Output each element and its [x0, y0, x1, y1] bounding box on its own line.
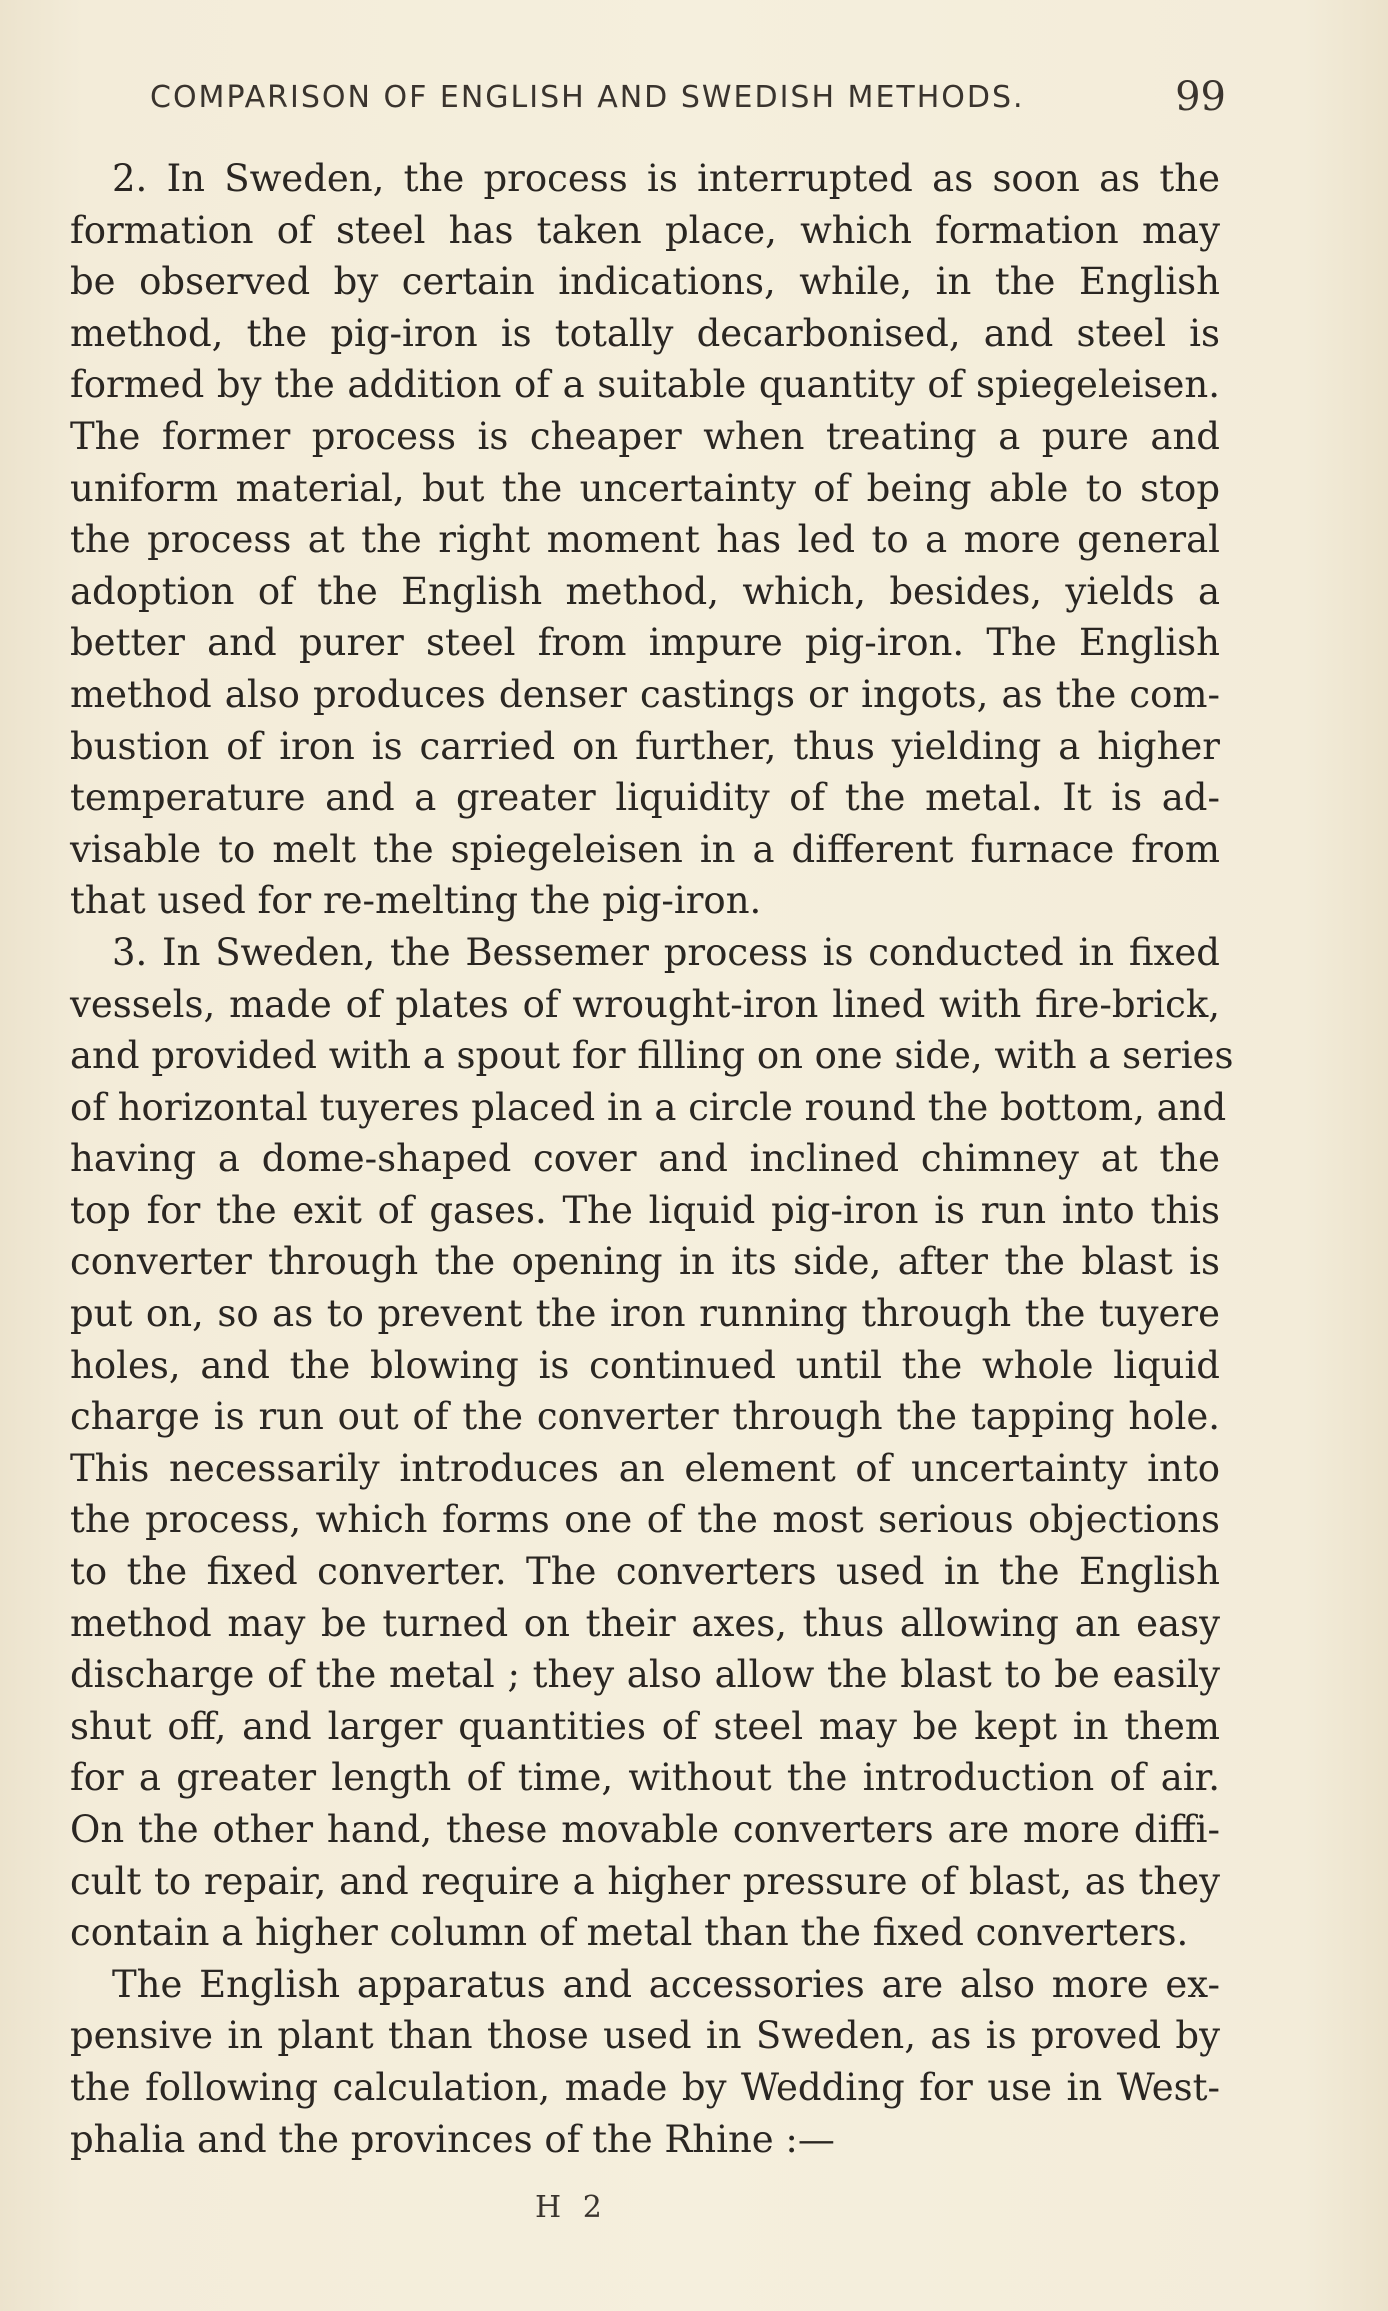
text-line: converter through the opening in its side, after the blast is — [70, 1240, 1220, 1284]
text-line: method may be turned on their axes, thus allowing an easy — [70, 1601, 1220, 1645]
text-line: formed by the addition of a suitable quantity of spiegeleisen. — [70, 363, 1220, 407]
text-line: pensive in plant than those used in Sweden, as is proved by — [70, 2014, 1220, 2058]
book-page — [70, 60, 1234, 2161]
text-line: 2. In Sweden, the process is interrupted as soon as the — [112, 157, 1220, 200]
text-line: uniform material, but the uncertainty of being able to stop — [70, 466, 1220, 510]
text-line: put on, so as to prevent the iron running through the tuyere — [70, 1292, 1220, 1336]
text-line: vessels, made of plates of wrought-iron lined with fire-brick, — [70, 982, 1220, 1026]
text-line: temperature and a greater liquidity of the metal. It is ad- — [70, 776, 1220, 820]
text-line: the process, which forms one of the most serious objections — [70, 1498, 1220, 1542]
text-line: method, the pig-iron is totally decarbonised, and steel is — [70, 311, 1220, 355]
text-line: formation of steel has taken place, which formation may — [70, 208, 1220, 252]
text-line: having a dome-shaped cover and inclined chimney at the — [70, 1137, 1220, 1181]
text-line: contain a higher column of metal than the fixed converters. — [70, 1911, 1189, 1955]
text-line: of horizontal tuyeres placed in a circle round the bottom, and — [70, 1085, 1227, 1129]
text-line: On the other hand, these movable converters are more diffi- — [70, 1808, 1220, 1851]
text-line: to the fixed converter. The converters used in the English — [70, 1550, 1220, 1594]
text-line: The former process is cheaper when treating a pure and — [70, 414, 1220, 458]
text-line: method also produces denser castings or ingots, as the com- — [70, 672, 1220, 716]
text-line: visable to melt the spiegeleisen in a different furnace from — [70, 827, 1220, 871]
text-line: holes, and the blowing is continued until the whole liquid — [70, 1343, 1220, 1387]
running-head: COMPARISON OF ENGLISH AND SWEDISH METHODS. — [150, 80, 1025, 115]
signature-mark: H 2 — [535, 2190, 608, 2225]
text-line: the process at the right moment has led to a more general — [70, 518, 1220, 562]
text-line: The English apparatus and accessories are also more ex- — [112, 1962, 1220, 2006]
text-line: be observed by certain indications, while, in the English — [70, 260, 1220, 304]
text-line: charge is run out of the converter through the tapping hole. — [70, 1395, 1220, 1439]
text-line: bustion of iron is carried on further, thus yielding a higher — [70, 724, 1220, 768]
text-line: cult to repair, and require a higher pressure of blast, as they — [70, 1859, 1220, 1903]
text-line: the following calculation, made by Wedding for use in West- — [70, 2065, 1220, 2109]
text-line: phalia and the provinces of the Rhine :— — [70, 2117, 835, 2161]
text-line: that used for re-melting the pig-iron. — [70, 879, 762, 923]
text-line: adoption of the English method, which, besides, yields a — [70, 569, 1220, 613]
page-number: 99 — [1175, 74, 1226, 120]
text-line: This necessarily introduces an element of uncertainty into — [70, 1446, 1220, 1490]
body-text — [70, 153, 1234, 2165]
text-line: for a greater length of time, without the introduction of air. — [70, 1756, 1220, 1800]
text-line: top for the exit of gases. The liquid pig-iron is run into this — [70, 1188, 1220, 1232]
text-line: 3. In Sweden, the Bessemer process is conducted in fixed — [112, 930, 1220, 974]
page-header — [70, 60, 1226, 140]
text-line: shut off, and larger quantities of steel may be kept in them — [70, 1704, 1220, 1748]
text-line: and provided with a spout for filling on one side, with a series — [70, 1034, 1234, 1078]
text-line: discharge of the metal ; they also allow the blast to be easily — [70, 1653, 1220, 1697]
text-line: better and purer steel from impure pig-iron. The English — [70, 621, 1220, 665]
